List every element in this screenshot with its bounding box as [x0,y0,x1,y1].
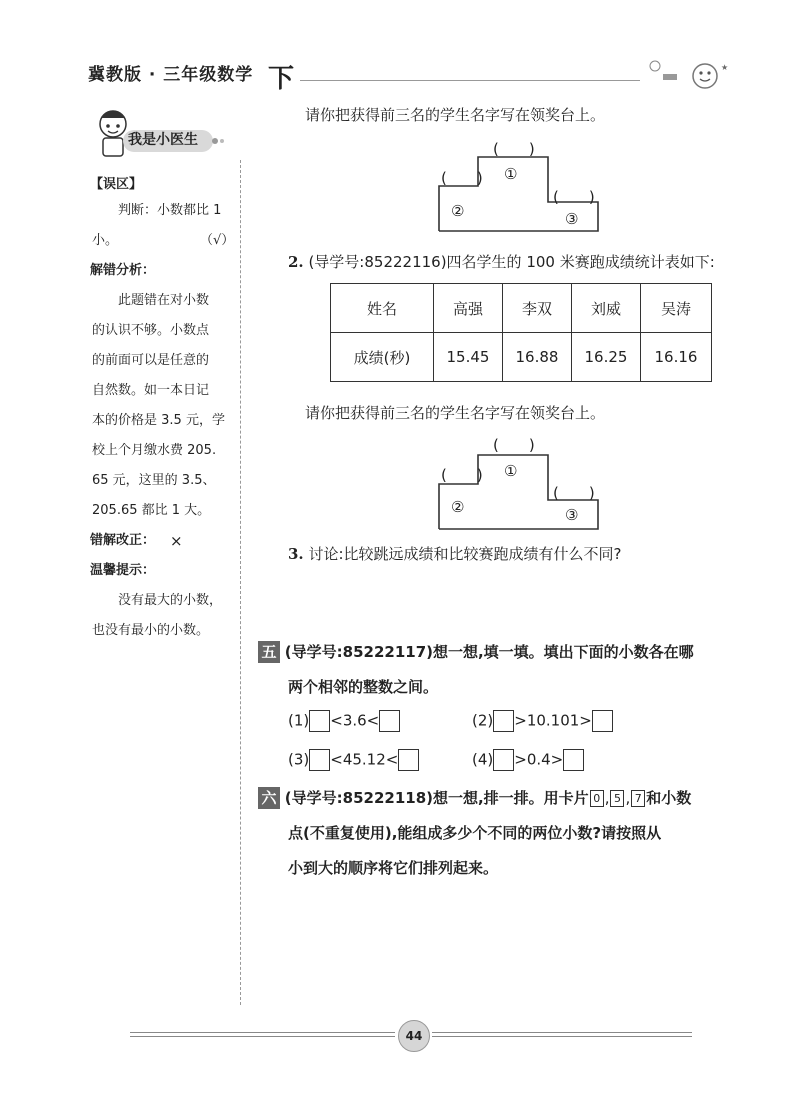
question-3 [288,543,621,564]
question-2 [288,251,715,272]
analysis-line: 此题错在对小数 [118,293,210,308]
podium-blank-third[interactable]: ( ) [553,484,595,502]
analysis-line: 本的价格是 3.5 元，学 [92,413,225,428]
correction-label: 错解改正： [90,533,156,548]
podium-blank-third[interactable]: ( ) [553,188,595,206]
tip-line: 也没有最小的小数。 [92,623,210,638]
answer-box[interactable] [398,749,419,771]
correction-mark: × [170,532,183,550]
podium-third-mark: ③ [565,210,579,228]
section-5-badge: 五 [258,641,280,663]
book-title: 冀教版 · 三年级数学 [88,65,254,85]
inequality-label: (2) [472,711,494,730]
analysis-line: 校上个月缴水费 205. [92,443,217,458]
answer-box[interactable] [309,749,330,771]
footer-rule-right [432,1036,692,1037]
section-6-badge: 六 [258,787,280,809]
judgement-answer: （√） [200,233,235,248]
table-header-row [331,284,712,333]
page-number: 44 [398,1020,430,1052]
inequality-label: (4) [472,750,494,769]
footer-rule-right [432,1032,692,1033]
answer-box[interactable] [309,710,330,732]
table-cell: 李双 [503,284,572,333]
analysis-line: 自然数。如一本日记 [92,383,210,398]
svg-text:★: ★ [721,63,729,72]
analysis-label: 解错分析： [90,263,156,278]
inequality-middle: >0.4> [514,750,564,769]
tip-label: 温馨提示： [90,563,156,578]
podium-blank-second[interactable]: ( ) [441,169,483,187]
answer-box[interactable] [493,710,514,732]
inequality-2 [472,710,613,732]
section-5-line-1 [258,641,694,663]
header-decoration-icon [645,58,737,94]
question-2-text: (导学号:85222116)四名学生的 100 米赛跑成绩统计表如下: [308,253,715,271]
number-card: 7 [631,790,645,807]
answer-box[interactable] [493,749,514,771]
answer-box[interactable] [563,749,584,771]
judgement-line-2: 小。 [92,233,119,248]
section-6-line-1: 六 (导学号:85222118)想一想,排一排。用卡片 0 , 5 , 7 和小数 [258,787,691,809]
podium-first-mark: ① [504,165,518,183]
inequality-label: (1) [288,711,310,730]
section-6-line-2: 点(不重复使用),能组成多少个不同的两位小数?请按照从 [288,824,662,842]
footer-rule-left [130,1032,395,1033]
analysis-line: 65 元，这里的 3.5、 [92,473,216,488]
number-card: 5 [610,790,624,807]
number-card: 0 [590,790,604,807]
question-2-number: 2. [288,253,304,271]
section-5-text: (导学号:85222117)想一想,填一填。填出下面的小数各在哪 [284,643,694,661]
podium-blank-first[interactable]: ( ) [493,436,535,454]
table-cell: 高强 [434,284,503,333]
judgement-line-1: 判断：小数都比 1 [118,203,222,218]
table-cell: 吴涛 [641,284,712,333]
table-row [331,333,712,382]
inequality-label: (3) [288,750,310,769]
column-divider [240,160,241,1005]
podium-second-mark: ② [451,498,465,516]
table-cell: 15.45 [434,333,503,382]
podium-instruction: 请你把获得前三名的学生名字写在领奖台上。 [305,404,606,422]
inequality-3 [288,749,419,771]
table-cell: 16.25 [572,333,641,382]
answer-box[interactable] [592,710,613,732]
table-cell: 刘威 [572,284,641,333]
header-rule [300,80,640,81]
table-cell: 16.16 [641,333,712,382]
analysis-line: 的认识不够。小数点 [92,323,210,338]
table-cell: 16.88 [503,333,572,382]
section-5-line-2: 两个相邻的整数之间。 [288,678,439,696]
analysis-line: 205.65 都比 1 大。 [92,503,211,518]
answer-box[interactable] [379,710,400,732]
inequality-middle: >10.101> [514,711,592,730]
volume-label: 下 [268,64,295,94]
footer-rule-left [130,1036,395,1037]
error-area-label: 【误区】 [90,177,143,192]
inequality-1 [288,710,400,732]
podium-first-mark: ① [504,462,518,480]
podium-third-mark: ③ [565,506,579,524]
podium-blank-second[interactable]: ( ) [441,466,483,484]
section-6-text-tail: 和小数 [646,789,692,807]
podium-blank-first[interactable]: ( ) [493,140,535,158]
analysis-line: 的前面可以是任意的 [92,353,210,368]
inequality-middle: <45.12< [330,750,399,769]
podium-second-mark: ② [451,202,465,220]
question-3-number: 3. [288,545,304,563]
podium-instruction: 请你把获得前三名的学生名字写在领奖台上。 [305,106,606,124]
doctor-badge-label: 我是小医生 [128,132,198,148]
section-6-line-3: 小到大的顺序将它们排列起来。 [288,859,499,877]
table-cell: 姓名 [331,284,434,333]
results-table [330,283,712,382]
tip-line: 没有最大的小数， [118,593,223,608]
section-6-text: (导学号:85222118)想一想,排一排。用卡片 [284,789,589,807]
inequality-middle: <3.6< [330,711,380,730]
table-cell: 成绩(秒) [331,333,434,382]
question-3-text: 讨论:比较跳远成绩和比较赛跑成绩有什么不同? [308,545,622,563]
inequality-4 [472,749,584,771]
